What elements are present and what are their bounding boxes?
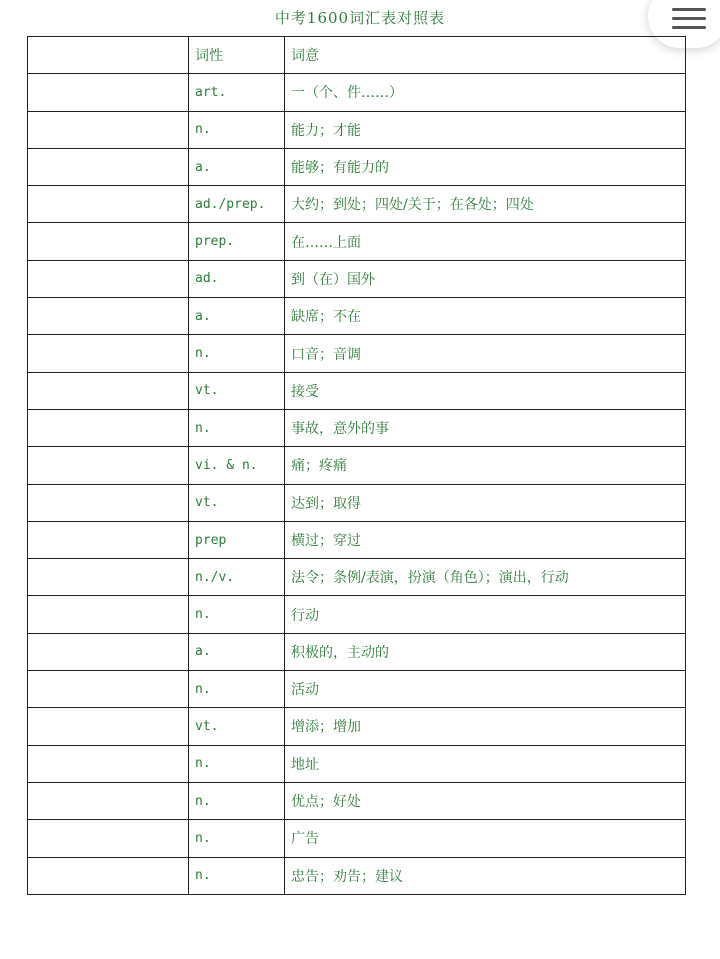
word-cell — [28, 335, 189, 372]
meaning-cell: 地址 — [285, 745, 686, 782]
word-cell — [28, 559, 189, 596]
word-cell — [28, 708, 189, 745]
header-pos-cell: 词性 — [189, 37, 285, 74]
meaning-cell: 优点；好处 — [285, 782, 686, 819]
meaning-cell: 积极的，主动的 — [285, 633, 686, 670]
word-cell — [28, 409, 189, 446]
meaning-cell: 缺席；不在 — [285, 298, 686, 335]
meaning-cell: 增添；增加 — [285, 708, 686, 745]
pos-cell: prep — [189, 521, 285, 558]
meaning-cell: 达到；取得 — [285, 484, 686, 521]
word-cell — [28, 633, 189, 670]
word-cell — [28, 74, 189, 111]
pos-cell: n. — [189, 782, 285, 819]
table-row — [28, 484, 686, 521]
word-cell — [28, 298, 189, 335]
table-row — [28, 820, 686, 857]
pos-cell: n. — [189, 596, 285, 633]
table-row — [28, 596, 686, 633]
table-row — [28, 671, 686, 708]
pos-cell: art. — [189, 74, 285, 111]
meaning-cell: 口音；音调 — [285, 335, 686, 372]
document-title: 中考1600词汇表对照表 — [274, 9, 446, 27]
table-row — [28, 745, 686, 782]
table-row — [28, 633, 686, 670]
pos-cell: n. — [189, 820, 285, 857]
pos-cell: n. — [189, 671, 285, 708]
word-cell — [28, 745, 189, 782]
meaning-cell: 一（个、件……） — [285, 74, 686, 111]
meaning-cell: 事故，意外的事 — [285, 409, 686, 446]
pos-cell: a. — [189, 298, 285, 335]
header-word-cell — [28, 37, 189, 74]
table-row — [28, 559, 686, 596]
table-row — [28, 447, 686, 484]
word-cell — [28, 596, 189, 633]
table-row — [28, 409, 686, 446]
table-row — [28, 782, 686, 819]
word-cell — [28, 148, 189, 185]
word-cell — [28, 521, 189, 558]
table-row — [28, 148, 686, 185]
word-cell — [28, 671, 189, 708]
pos-cell: n. — [189, 745, 285, 782]
table-row — [28, 298, 686, 335]
table-header-row — [28, 37, 686, 74]
pos-cell: n./v. — [189, 559, 285, 596]
pos-cell: n. — [189, 111, 285, 148]
table-row — [28, 521, 686, 558]
word-cell — [28, 186, 189, 223]
table-row — [28, 74, 686, 111]
word-cell — [28, 820, 189, 857]
pos-cell: vt. — [189, 372, 285, 409]
word-cell — [28, 447, 189, 484]
pos-cell: n. — [189, 857, 285, 894]
pos-cell: n. — [189, 409, 285, 446]
word-cell — [28, 223, 189, 260]
meaning-cell: 痛；疼痛 — [285, 447, 686, 484]
meaning-cell: 能力；才能 — [285, 111, 686, 148]
meaning-cell: 广告 — [285, 820, 686, 857]
meaning-cell: 在……上面 — [285, 223, 686, 260]
meaning-cell: 接受 — [285, 372, 686, 409]
pos-cell: ad. — [189, 260, 285, 297]
table-row — [28, 111, 686, 148]
table-row — [28, 223, 686, 260]
pos-cell: vt. — [189, 708, 285, 745]
pos-cell: vi. & n. — [189, 447, 285, 484]
table-row — [28, 335, 686, 372]
word-cell — [28, 372, 189, 409]
header-meaning-cell: 词意 — [285, 37, 686, 74]
table-row — [28, 372, 686, 409]
meaning-cell: 能够；有能力的 — [285, 148, 686, 185]
meaning-cell: 法令；条例/表演，扮演（角色）；演出，行动 — [285, 559, 686, 596]
meaning-cell: 活动 — [285, 671, 686, 708]
pos-cell: prep. — [189, 223, 285, 260]
meaning-cell: 大约；到处；四处/关于；在各处；四处 — [285, 186, 686, 223]
word-cell — [28, 111, 189, 148]
word-cell — [28, 484, 189, 521]
table-row — [28, 857, 686, 894]
table-row — [28, 186, 686, 223]
vocabulary-table — [27, 36, 686, 895]
hamburger-menu-icon — [672, 8, 706, 30]
table-row — [28, 260, 686, 297]
word-cell — [28, 260, 189, 297]
meaning-cell: 横过；穿过 — [285, 521, 686, 558]
meaning-cell: 到（在）国外 — [285, 260, 686, 297]
pos-cell: a. — [189, 633, 285, 670]
pos-cell: a. — [189, 148, 285, 185]
word-cell — [28, 857, 189, 894]
pos-cell: ad./prep. — [189, 186, 285, 223]
meaning-cell: 行动 — [285, 596, 686, 633]
table-row — [28, 708, 686, 745]
word-cell — [28, 782, 189, 819]
pos-cell: n. — [189, 335, 285, 372]
pos-cell: vt. — [189, 484, 285, 521]
meaning-cell: 忠告；劝告；建议 — [285, 857, 686, 894]
